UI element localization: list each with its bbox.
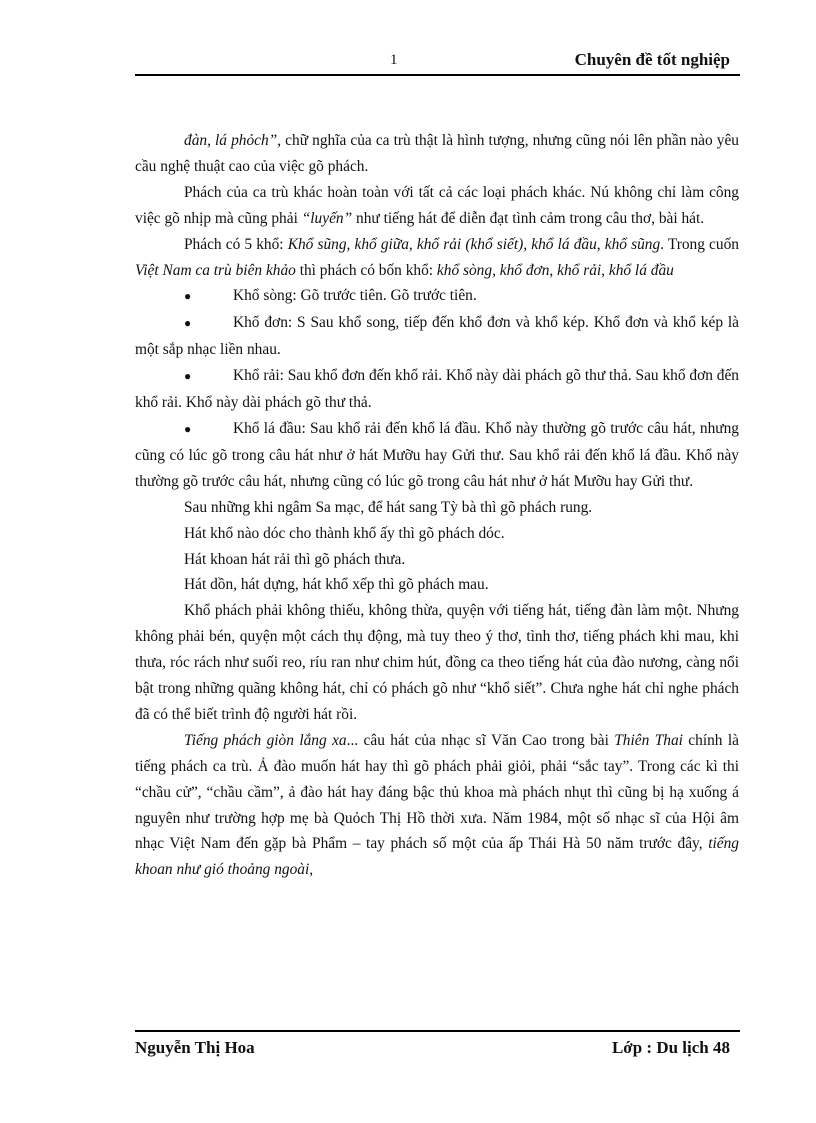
paragraph-3 (135, 232, 739, 284)
paragraph-2 (135, 180, 739, 232)
bullet-icon: ● (184, 421, 192, 436)
italic-book-title: Việt Nam ca trù biên khảo (135, 261, 296, 279)
author-name: Nguyễn Thị Hoa (135, 1038, 255, 1057)
italic-term: khổ sòng, khổ đơn, khổ rải, khổ lá đầu (436, 261, 674, 279)
paragraph-4: Khổ phách phải không thiếu, không thừa, quyện với tiếng hát, tiếng đàn làm một. Nhưng không phải bén, quyện một cách thụ động, mà tuy theo ý thơ, tình thơ, tiếng phách khi mau, khi thưa, róc rách như suối reo, ríu ran như chim hút, đồng ca theo tiếng hát của đào nương, càng nổi bật trong những quãng không hát, chỉ có phách gõ như “khổ siết”. Chưa nghe hát chỉ nghe phách đã có thể biết trình độ người hát rồi. (135, 602, 739, 723)
paragraph-5 (135, 728, 739, 883)
page-number: 1 (390, 52, 398, 68)
bullet-text: Khổ rải: Sau khổ đơn đến khổ rải. Khổ này dài phách gõ thư thả. Sau khổ đơn đến khổ rải. Khổ này dài phách gõ thư thả. (135, 367, 739, 412)
bullet-item (135, 416, 739, 495)
bullet-item (135, 310, 739, 363)
paragraph-text: , chữ nghĩa của ca trù thật là hình tượng, nhưng cũng nói lên phần nào yêu cầu nghệ thuật cao của việc gõ phách. (135, 132, 739, 175)
line-item: Hát dồn, hát dựng, hát khổ xếp thì gõ phách mau. (184, 576, 489, 594)
bullet-icon: ● (184, 316, 192, 331)
line-item: Hát khoan hát rải thì gõ phách thưa. (184, 550, 406, 568)
bullet-text: Khổ sòng: Gõ trước tiên. Gõ trước tiên. (233, 287, 477, 305)
document-title: Chuyên đề tốt nghiệp (574, 50, 730, 69)
italic-quote: đàn, lá phỏch” (184, 132, 278, 149)
class-label: Lớp : Du lịch 48 (611, 1038, 730, 1057)
page-header (135, 50, 740, 76)
paragraph-text: Phách có 5 khổ: (184, 235, 288, 253)
line-item: Sau những khi ngâm Sa mạc, để hát sang Tỳ bà thì gõ phách rung. (184, 498, 593, 516)
page-footer (135, 1030, 740, 1064)
paragraph-1 (135, 128, 739, 180)
bullet-icon: ● (184, 289, 192, 304)
italic-song-lyric: Tiếng phách giòn lắng xa (184, 731, 347, 749)
italic-term: Khổ sũng, khổ giữa, khổ rải (khổ siết), khổ lá đầu, khổ sũng (287, 235, 661, 253)
italic-term: “luyến” (301, 209, 353, 227)
paragraph-text: . Trong cuốn (660, 235, 739, 253)
bullet-text: Khổ đơn: S Sau khổ song, tiếp đến khổ đơn và khổ kép. Khổ đơn và khổ kép là một sắp nhạc liền nhau. (135, 314, 739, 359)
paragraph-text: như tiếng hát để diễn đạt tình cảm trong câu thơ, bài hát. (352, 209, 705, 227)
italic-song-title: Thiên Thai (614, 731, 683, 749)
line-item: Hát khổ nào dóc cho thành khổ ấy thì gõ phách dóc. (184, 524, 505, 542)
paragraph-text: ... câu hát của nhạc sĩ Văn Cao trong bài (346, 731, 615, 749)
bullet-item (135, 283, 739, 310)
document-body (135, 128, 739, 883)
bullet-text: Khổ lá đầu: Sau khổ rải đến khổ lá đầu. Khổ này thường gõ trước câu hát, nhưng cũng có lúc gõ trong câu hát như ở hát Mưỡu hay Gửi thư. Sau khổ rải đến khổ lá đầu. Khổ này thường gõ trước câu hát, nhưng cũng có lúc gõ trong câu hát như ở hát Mưỡu hay Gửi thư. (135, 419, 739, 490)
paragraph-text: Phách của ca trù khác hoàn toàn với tất cả các loại phách khác. Nú không chỉ làm công việc gõ nhịp mà cũng phải (135, 183, 739, 227)
italic-quote: tiếng khoan như gió thoảng ngoài, (135, 835, 739, 879)
paragraph-text: chính là tiếng phách ca trù. Ả đào muốn hát hay thì gõ phách phải giỏi, phải “sắc tay”. Trong các kì thi “chầu cử”, “chầu cầm”, ả đào hát hay đáng bậc thủ khoa mà phách nhụt thì cũng bị hạ xuống á nguyên như trường hợp mẹ bà Quỏch Thị Hồ thời xưa. Năm 1984, một số nhạc sĩ của Hội âm nhạc Việt Nam đến gặp bà Phẩm – tay phách số một của ấp Thái Hà 50 năm trước đây, (135, 731, 739, 853)
bullet-item (135, 363, 739, 416)
bullet-icon: ● (184, 369, 192, 384)
paragraph-text: thì phách có bốn khổ: (295, 261, 437, 279)
